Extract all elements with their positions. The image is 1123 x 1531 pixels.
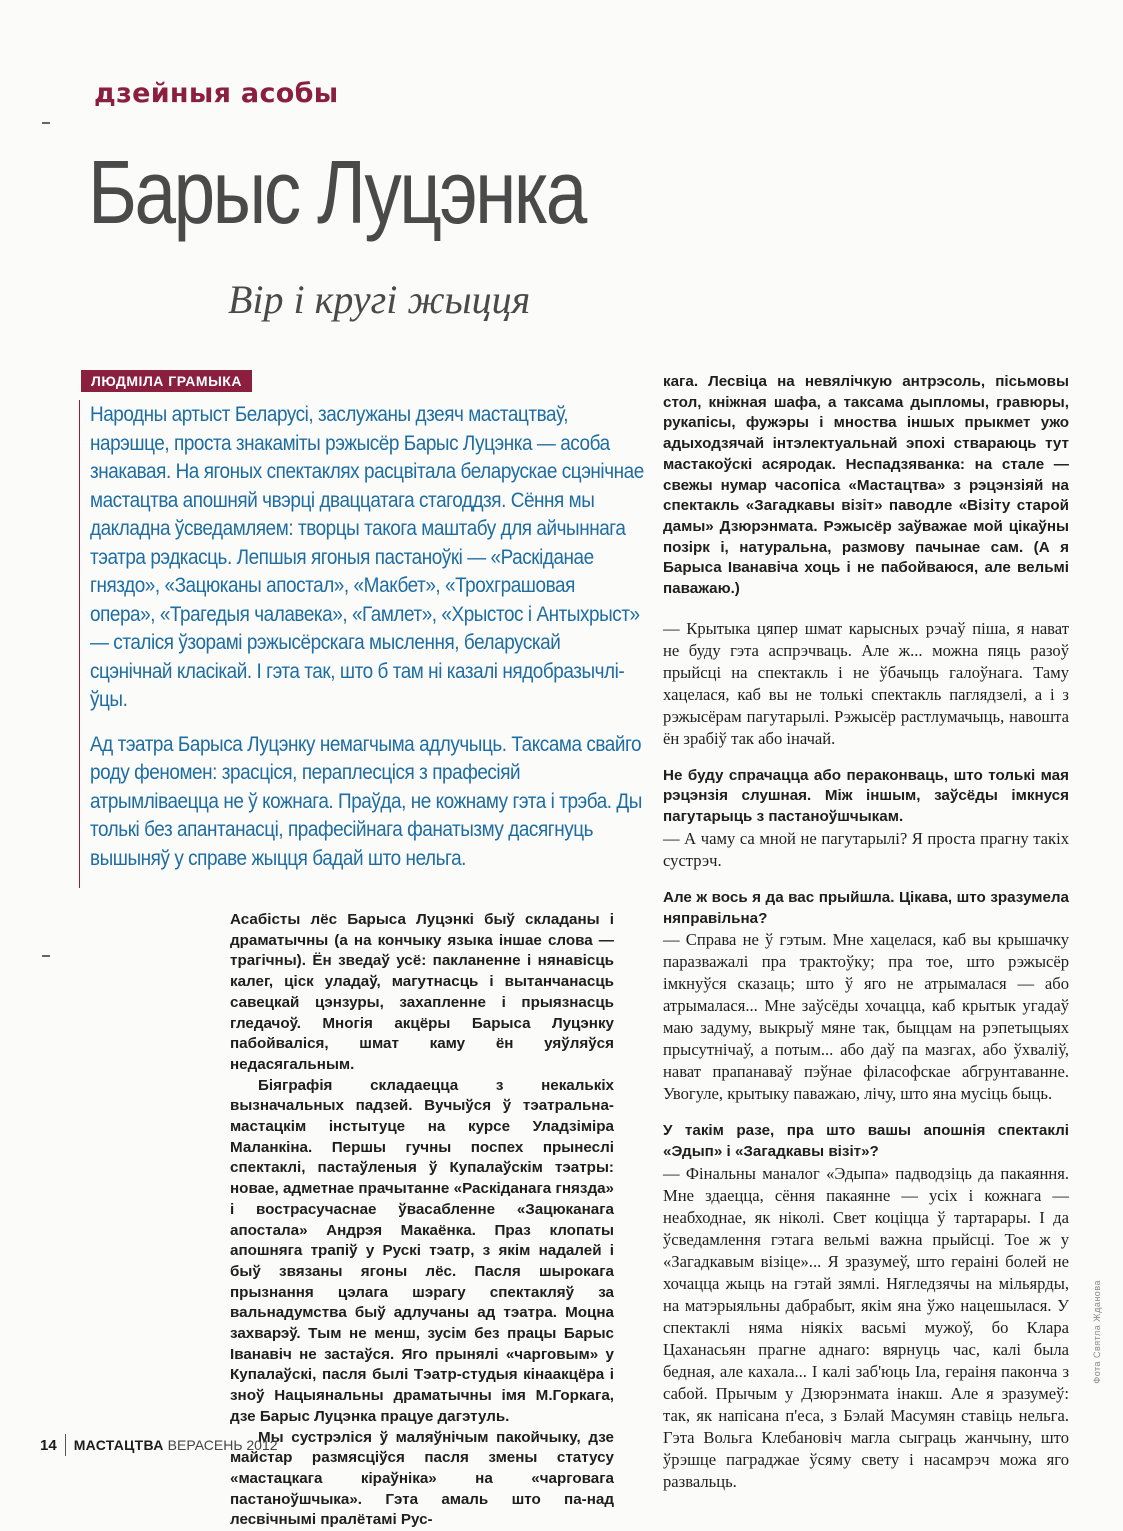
question-paragraph: У такім разе, пра што вашы апошнія спектаклі «Эдып» і «Загадкавы візіт»? bbox=[663, 1122, 1069, 1160]
answer-paragraph: — Крытыка цяпер шмат карысных рэчаў піша, я нават не буду гэта аспрэчваць. Але ж... можна пяць разоў прыйсці на спектакль і не ўбачыць галоўнага. Таму хацелася, каб вы не толькі спектакль паглядзелі, а і з рэжысёрам пагутарылі. Рэжысёр растлумачыць, навошта ён зрабіў так або іначай. bbox=[663, 618, 1069, 748]
body-paragraph: Мы сустрэліся ў маляўнічым пакойчыку, дзе майстар размясціўся пасля змены статусу «мастацкага кіраўніка» на «чарговага пастаноўшчыка». Гэта амаль што па-над лесвічнымі пралётамі Рус- bbox=[230, 1428, 614, 1529]
answer-paragraph: — Фінальны маналог «Эдыпа» падводзіць да пакаяння. Мне здаецца, сёння пакаянне — усіх і кожнага — неабходнае, як ніколі. Свет коціцца ў тартарары. І да ўсведамлення гэтага вельмі важна прыйсці. Тое ж у «Загадкавым візіце»... Я зразумеў, што гераіні болей не хочацца жыць на гэтай зямлі. Нягледзячы на мільярды, на матэрыяльны дабрабыт, якім яна ўжо нацешылася. У спектаклі няма ніякіх васьмі мужоў, бо Клара Цаханасьян прагне аднаго: вярнуць час, калі была бедная, але кахала... І калі заб'юць Іла, гераіня паконча з сабой. Прычым у Дзюрэнмата інакш. Але я зразумеў: так, як напісана п'еса, з Бэлай Масумян ставіць нельга. Гэта Вольга Клебановіч магла сыграць жанчыну, што ўрэшце паграджае ўсяму свету і насамрэч можа яго развальць. bbox=[663, 1163, 1069, 1491]
article-subtitle: Вір і кругі жыцця bbox=[228, 277, 531, 322]
lead-paragraph: Народны артыст Беларусі, заслужаны дзеяч мастацтваў, нарэшце, проста знакаміты рэжысёр Барыс Луцэнка — асоба знакавая. На ягоных спектаклях расцвітала беларускае сцэнічнае мастацтва апошняй чвэрці дваццатага стагоддзя. Сёння мы дакладна ўсведамляем: творцы такога маштабу для айчыннага тэатра рэдкасць. Лепшыя ягоныя пастаноўкі — «Раскіданае гняздо», «Зацюканы апостал», «Макбет», «Трохграшовая опера», «Трагедыя чалавека», «Гамлет», «Хрыстос і Антыхрыст» — сталіся ўзорамі рэжысёрскага мыслення, беларускай сцэнічнай класікай. І гэта так, што б там ні казалі нядобразычліўцы. bbox=[90, 402, 644, 711]
page-number: 14 bbox=[40, 1436, 57, 1454]
body-paragraph: Асабісты лёс Барыса Луцэнкі быў складаны і драматычны (а на кончыку языка іншае слова — трагічны). Ён зведаў усё: пакланенне і нянавісць калег, ціск уладаў, магутнасць і вытанчанасць савецкай цэнзуры, захапленне і прыязнасць гледачоў. Многія акцёры Барыса Луцэнку пабойваліся, шмат каму ён уяўляўся недасягальным. bbox=[230, 911, 614, 1073]
question-paragraph: Не буду спрачацца або пераконваць, што толькі мая рэцэнзія слушная. Між іншым, заўсёды імкнуся пагутарыць з пастаноўшчыкам. bbox=[663, 766, 1069, 826]
answer-paragraph: — Справа не ў гэтым. Мне хацелася, каб вы крышачку паразважалі пра трактоўку; пра тое, што рэжысёр імкнуўся сказаць; што ў яго не атрымалася — або атрымалася... Мне заўсёды хочацца, каб крытык угадаў маю задуму, выкрыў мяне так, быццам на рэпетыцыях прысутнічаў, а потым... або даў па мазгах, або ўхваліў, нават прапанаваў пэўнае філасофскае абгрунтаванне. Увогуле, крытыку паважаю, лічу, што яна мусіць быць. bbox=[663, 930, 1069, 1104]
body-column-right bbox=[663, 372, 1069, 1493]
magazine-name: МАСТАЦТВА bbox=[73, 1437, 164, 1453]
body-paragraph: кага. Лесвіца на невялічкую антрэсоль, пісьмовы стол, кніжная шафа, а таксама дыпломы, гравюры, рукапісы, фужэры і мноства іншых прыкмет ужо адыходзячай інтэлектуальнай эпохі ствараюць тут мастакоўскі асяродак. Неспадзяванка: на стале — свежы нумар часопіса «Мастацтва» з рэцэнзіяй на спектакль «Загадкавы візіт» паводле «Візіту старой дамы» Дзюрэнмата. Рэжысёр заўважае мой цікаўны позірк і, натуральна, размову пачынае сам. (А я Барыса Іванавіча хоць і не пабойваюся, але вельмі паважаю.) bbox=[663, 373, 1069, 598]
author-badge: ЛЮДМІЛА ГРАМЫКА bbox=[81, 370, 252, 392]
issue-date: ВЕРАСЕНЬ 2012 bbox=[167, 1437, 278, 1453]
photo-credit: Фота Святла Жданова bbox=[1092, 1280, 1102, 1384]
lead-block bbox=[79, 400, 645, 888]
body-paragraph: Біяграфія складаецца з некалькіх вызначальных падзей. Вучыўся ў тэатральна-мастацкім інстытуце на курсе Уладзіміра Маланкіна. Першы гучны поспех прынеслі спектаклі, пастаўленыя ў Купалаўскім тэатры: новае, адметнае прачытанне «Раскіданага гнязда» і вострасучаснае ўвасабленне «Зацюканага апостала» Андрэя Макаёнка. Праз клопаты апошняга трапіў у Рускі тэатр, з якім надалей і быў звязаны ягоны лёс. Пасля шырокага прызнання цэлага шэрагу спектакляў за вальнадумства быў адлучаны ад тэатра. Моцна захварэў. Тым не менш, зусім без працы Барыс Іванавіч не застаўся. Яго прынялі «чарговым» у Купалаўскі, пасля былі Тэатр-студыя кінаакцёра і зноў Нацыянальны драматычны імя М.Горкага, дзе Барыс Луцэнка працуе дагэтуль. bbox=[230, 1076, 614, 1425]
article-title: Барыс Луцэнка bbox=[88, 143, 585, 243]
page-footer bbox=[40, 1434, 278, 1456]
answer-paragraph: — А чаму са мной не пагутарылі? Я проста прагну такіх сустрэч. bbox=[663, 828, 1069, 870]
footer-divider bbox=[65, 1434, 66, 1456]
body-column-left bbox=[230, 910, 614, 1531]
section-rubric: дзейныя асобы bbox=[94, 78, 339, 109]
lead-paragraph: Ад тэатра Барыса Луцэнку немагчыма адлучыць. Таксама свайго роду феномен: зрасціся, пераплесціся з прафесіяй атрымліваецца не ў кожнага. Праўда, не кожнаму гэта і трэба. Ды толькі без апантанасці, прафесійнага фанатызму дасягнуць вышыняў у справе жыцця бадай што нельга. bbox=[90, 731, 642, 870]
margin-mark bbox=[42, 955, 50, 957]
question-paragraph: Але ж вось я да вас прыйшла. Цікава, што зразумела няправільна? bbox=[663, 888, 1069, 927]
margin-mark bbox=[42, 122, 50, 124]
